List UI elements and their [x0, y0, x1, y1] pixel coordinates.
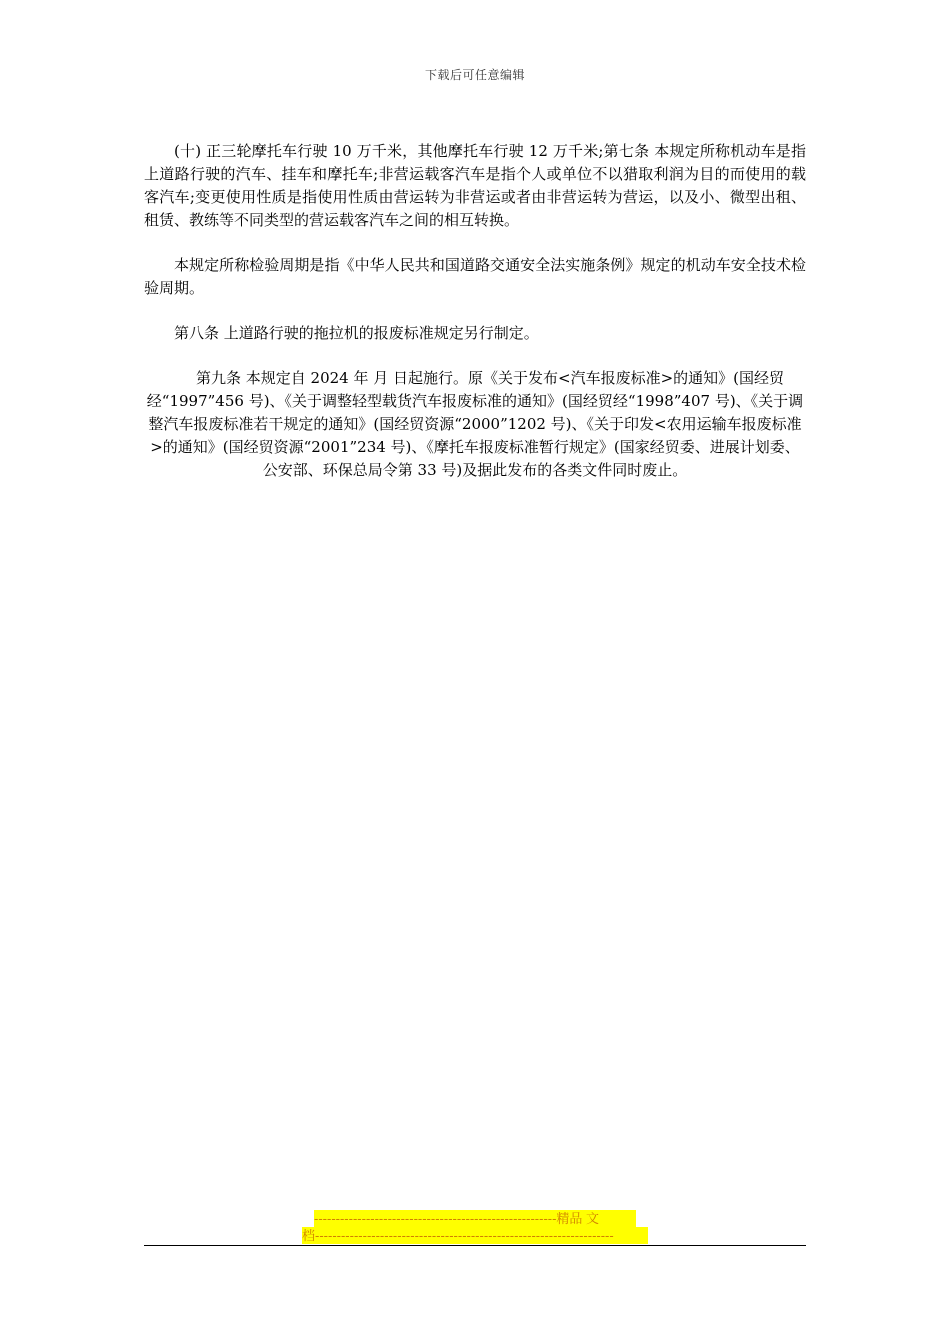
- paragraph-article-8: 第八条 上道路行驶的拖拉机的报废标准规定另行制定。: [174, 324, 539, 342]
- page-header: 下载后可任意编辑: [424, 68, 525, 82]
- paragraph-article-7: (十) 正三轮摩托车行驶 10 万千米，其他摩托车行驶 12 万千米;第七条 本规定所称机动车是指上道路行驶的汽车、挂车和摩托车;非营运载客汽车是指个人或单位不以猎取利润为目的而使用的载客汽车;变更使用性质是指使用性质由营运转为非营运或者由非营运转为营运，以及小、微型出租、租赁、教练等不同类型的营运载客汽车之间的相互转换。: [144, 142, 806, 229]
- footer-watermark-line1: --------------------------------------------------------精品 文: [314, 1210, 636, 1227]
- paragraph-article-9: 第九条 本规定自 2024 年 月 日起施行。原《关于发布<汽车报废标准>的通知》(国经贸经“1997”456 号)、《关于调整轻型载货汽车报废标准的通知》(国经贸经“1998”407 号)、《关于调整汽车报废标准若干规定的通知》(国经贸资源“2000”1202 号)、《关于印发<农用运输车报废标准>的通知》(国经贸资源“2001”234 号)、《摩托车报废标准暂行规定》(国家经贸委、进展计划委、公安部、环保总局令第 33 号)及据此发布的各类文件同时废止。: [146, 369, 804, 479]
- document-body: [144, 140, 806, 504]
- paragraph-inspection-period: 本规定所称检验周期是指《中华人民共和国道路交通安全法实施条例》规定的机动车安全技术检验周期。: [144, 256, 806, 297]
- footer-watermark-line2: 档---------------------------------------------------------------------: [302, 1227, 648, 1244]
- footer-divider: [144, 1245, 806, 1246]
